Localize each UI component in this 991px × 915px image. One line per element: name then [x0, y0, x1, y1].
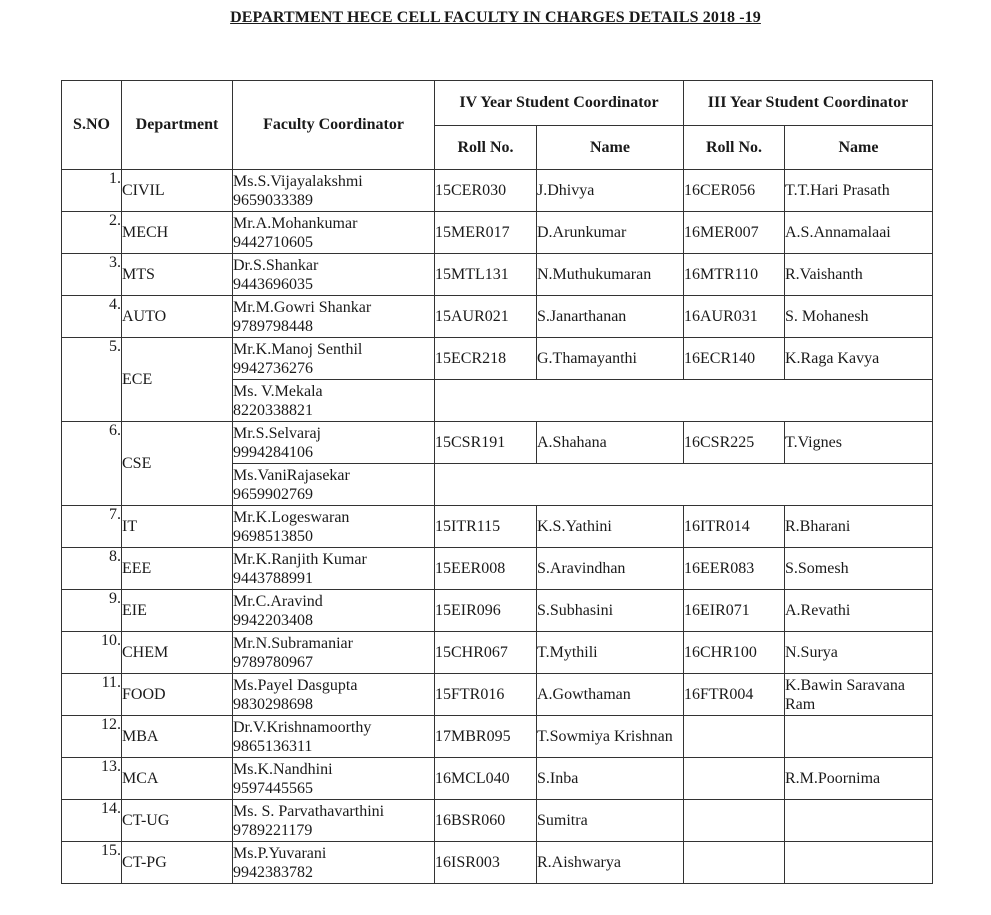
iv-year-name: T.Sowmiya Krishnan: [537, 716, 684, 758]
faculty-coordinator-cell: [233, 842, 435, 884]
faculty-phone: 9442710605: [233, 233, 313, 251]
table-row: [62, 674, 933, 716]
iv-year-name: R.Aishwarya: [537, 842, 684, 884]
faculty-name: Mr.K.Logeswaran: [233, 508, 350, 526]
department-cell: CT-UG: [122, 800, 233, 842]
department-cell: MECH: [122, 212, 233, 254]
table-row: [62, 716, 933, 758]
faculty-coordinator-cell: [233, 212, 435, 254]
iii-year-roll-no: 16FTR004: [684, 674, 785, 716]
table-row: [62, 800, 933, 842]
faculty-coordinator-cell: [233, 590, 435, 632]
faculty-phone: 9942203408: [233, 611, 313, 629]
faculty-coordinator-cell: [233, 506, 435, 548]
header-iv-name: Name: [537, 126, 684, 170]
faculty-coordinator-cell: [233, 800, 435, 842]
department-cell: MCA: [122, 758, 233, 800]
department-cell: CSE: [122, 422, 233, 506]
iv-year-name: S.Janarthanan: [537, 296, 684, 338]
iii-year-roll-no: 16MTR110: [684, 254, 785, 296]
iii-year-name: R.M.Poornima: [785, 758, 933, 800]
iv-year-roll-no: 16MCL040: [435, 758, 537, 800]
table-row: [62, 254, 933, 296]
iii-year-name: T.T.Hari Prasath: [785, 170, 933, 212]
sno-cell: 9.: [62, 590, 122, 632]
sno-cell: 8.: [62, 548, 122, 590]
iv-year-roll-no: 15EER008: [435, 548, 537, 590]
sno-cell: 2.: [62, 212, 122, 254]
iv-year-name: A.Gowthaman: [537, 674, 684, 716]
iv-year-name: T.Mythili: [537, 632, 684, 674]
faculty-coordinator-cell: [233, 464, 435, 506]
iv-year-name: S.Aravindhan: [537, 548, 684, 590]
iii-year-roll-no: 16MER007: [684, 212, 785, 254]
table-row: [62, 212, 933, 254]
department-cell: EIE: [122, 590, 233, 632]
iii-year-name: [785, 716, 933, 758]
table-row: [62, 422, 933, 464]
iii-year-roll-no: 16CHR100: [684, 632, 785, 674]
iv-year-name: K.S.Yathini: [537, 506, 684, 548]
faculty-name: Dr.S.Shankar: [233, 256, 319, 274]
faculty-name: Ms. V.Mekala: [233, 382, 323, 400]
iv-year-roll-no: 16BSR060: [435, 800, 537, 842]
iv-year-name: S.Subhasini: [537, 590, 684, 632]
department-cell: MBA: [122, 716, 233, 758]
faculty-coordinator-cell: [233, 674, 435, 716]
faculty-coordinator-cell: [233, 296, 435, 338]
table-row: [62, 296, 933, 338]
table-row: [62, 590, 933, 632]
iii-year-roll-no: 16ECR140: [684, 338, 785, 380]
faculty-coordinator-cell: [233, 716, 435, 758]
iv-year-roll-no: 15ITR115: [435, 506, 537, 548]
header-iv-roll-no: Roll No.: [435, 126, 537, 170]
iii-year-roll-no: [684, 800, 785, 842]
empty-student-cell: [435, 380, 933, 422]
sno-cell: 6.: [62, 422, 122, 506]
sno-cell: 11.: [62, 674, 122, 716]
iv-year-roll-no: 15MTL131: [435, 254, 537, 296]
iii-year-roll-no: 16EIR071: [684, 590, 785, 632]
document-title: DEPARTMENT HECE CELL FACULTY IN CHARGES DETAILS 2018 -19: [230, 9, 761, 26]
sno-cell: 14.: [62, 800, 122, 842]
iv-year-roll-no: 15EIR096: [435, 590, 537, 632]
iii-year-roll-no: 16AUR031: [684, 296, 785, 338]
iii-year-name: K.Raga Kavya: [785, 338, 933, 380]
faculty-phone: 9789780967: [233, 653, 313, 671]
faculty-phone: 9994284106: [233, 443, 313, 461]
iii-year-roll-no: [684, 716, 785, 758]
header-sno: S.NO: [62, 81, 122, 170]
faculty-coordinator-cell: [233, 422, 435, 464]
faculty-name: Mr.C.Aravind: [233, 592, 323, 610]
faculty-coordinator-cell: [233, 170, 435, 212]
department-cell: AUTO: [122, 296, 233, 338]
header-iii-year: III Year Student Coordinator: [684, 81, 933, 126]
faculty-name: Mr.K.Ranjith Kumar: [233, 550, 367, 568]
iii-year-name: [785, 842, 933, 884]
faculty-phone: 9659033389: [233, 191, 313, 209]
table-row: [62, 548, 933, 590]
faculty-coordinator-cell: [233, 380, 435, 422]
faculty-phone: 9942736276: [233, 359, 313, 377]
faculty-name: Mr.A.Mohankumar: [233, 214, 358, 232]
table-row: [62, 338, 933, 380]
iii-year-roll-no: 16EER083: [684, 548, 785, 590]
faculty-phone: 9443788991: [233, 569, 313, 587]
faculty-phone: 9830298698: [233, 695, 313, 713]
iii-year-name: A.Revathi: [785, 590, 933, 632]
sno-cell: 4.: [62, 296, 122, 338]
faculty-name: Ms.VaniRajasekar: [233, 466, 350, 484]
iv-year-name: A.Shahana: [537, 422, 684, 464]
faculty-coordinator-cell: [233, 758, 435, 800]
sno-cell: 7.: [62, 506, 122, 548]
faculty-phone: 8220338821: [233, 401, 313, 419]
department-cell: CIVIL: [122, 170, 233, 212]
header-iii-name: Name: [785, 126, 933, 170]
department-cell: CHEM: [122, 632, 233, 674]
iii-year-name: A.S.Annamalaai: [785, 212, 933, 254]
iii-year-name: S. Mohanesh: [785, 296, 933, 338]
iv-year-roll-no: 15MER017: [435, 212, 537, 254]
faculty-name: Ms.P.Yuvarani: [233, 844, 327, 862]
iii-year-name: S.Somesh: [785, 548, 933, 590]
sno-cell: 10.: [62, 632, 122, 674]
iv-year-name: J.Dhivya: [537, 170, 684, 212]
iii-year-roll-no: 16CER056: [684, 170, 785, 212]
faculty-phone: 9659902769: [233, 485, 313, 503]
department-cell: IT: [122, 506, 233, 548]
iii-year-roll-no: 16CSR225: [684, 422, 785, 464]
empty-student-cell: [435, 464, 933, 506]
department-cell: FOOD: [122, 674, 233, 716]
faculty-incharge-table: [61, 80, 933, 884]
iii-year-name: T.Vignes: [785, 422, 933, 464]
iv-year-roll-no: 15CSR191: [435, 422, 537, 464]
sno-cell: 5.: [62, 338, 122, 422]
header-iii-roll-no: Roll No.: [684, 126, 785, 170]
header-iv-year: IV Year Student Coordinator: [435, 81, 684, 126]
faculty-phone: 9698513850: [233, 527, 313, 545]
iv-year-name: Sumitra: [537, 800, 684, 842]
faculty-phone: 9789221179: [233, 821, 313, 839]
iii-year-name: R.Vaishanth: [785, 254, 933, 296]
sno-cell: 13.: [62, 758, 122, 800]
iv-year-roll-no: 17MBR095: [435, 716, 537, 758]
faculty-coordinator-cell: [233, 632, 435, 674]
table-body: [62, 170, 933, 884]
department-cell: EEE: [122, 548, 233, 590]
iv-year-name: D.Arunkumar: [537, 212, 684, 254]
faculty-name: Ms.K.Nandhini: [233, 760, 333, 778]
faculty-name: Mr.N.Subramaniar: [233, 634, 353, 652]
iv-year-roll-no: 15CER030: [435, 170, 537, 212]
iii-year-name: K.Bawin Saravana Ram: [785, 674, 933, 716]
table-row: [62, 170, 933, 212]
faculty-phone: 9942383782: [233, 863, 313, 881]
sno-cell: 1.: [62, 170, 122, 212]
faculty-name: Ms.Payel Dasgupta: [233, 676, 358, 694]
faculty-coordinator-cell: [233, 338, 435, 380]
faculty-coordinator-cell: [233, 254, 435, 296]
table-row: [62, 506, 933, 548]
header-department: Department: [122, 81, 233, 170]
table-header: [62, 81, 933, 170]
iii-year-name: N.Surya: [785, 632, 933, 674]
iv-year-roll-no: 16ISR003: [435, 842, 537, 884]
iv-year-name: N.Muthukumaran: [537, 254, 684, 296]
faculty-name: Dr.V.Krishnamoorthy: [233, 718, 372, 736]
iii-year-name: R.Bharani: [785, 506, 933, 548]
faculty-name: Ms.S.Vijayalakshmi: [233, 172, 363, 190]
table-row: [62, 842, 933, 884]
faculty-phone: 9443696035: [233, 275, 313, 293]
department-cell: CT-PG: [122, 842, 233, 884]
department-cell: ECE: [122, 338, 233, 422]
sno-cell: 3.: [62, 254, 122, 296]
iv-year-roll-no: 15ECR218: [435, 338, 537, 380]
iv-year-roll-no: 15CHR067: [435, 632, 537, 674]
header-faculty-coordinator: Faculty Coordinator: [233, 81, 435, 170]
sno-cell: 12.: [62, 716, 122, 758]
faculty-name: Mr.M.Gowri Shankar: [233, 298, 372, 316]
iii-year-roll-no: 16ITR014: [684, 506, 785, 548]
table-row: [62, 758, 933, 800]
faculty-phone: 9789798448: [233, 317, 313, 335]
faculty-phone: 9865136311: [233, 737, 313, 755]
iii-year-name: [785, 800, 933, 842]
iv-year-name: G.Thamayanthi: [537, 338, 684, 380]
department-cell: MTS: [122, 254, 233, 296]
iv-year-roll-no: 15AUR021: [435, 296, 537, 338]
faculty-name: Mr.K.Manoj Senthil: [233, 340, 363, 358]
iv-year-name: S.Inba: [537, 758, 684, 800]
sno-cell: 15.: [62, 842, 122, 884]
faculty-name: Mr.S.Selvaraj: [233, 424, 321, 442]
iv-year-roll-no: 15FTR016: [435, 674, 537, 716]
iii-year-roll-no: [684, 842, 785, 884]
table-row: [62, 632, 933, 674]
faculty-phone: 9597445565: [233, 779, 313, 797]
iii-year-roll-no: [684, 758, 785, 800]
faculty-name: Ms. S. Parvathavarthini: [233, 802, 385, 820]
faculty-coordinator-cell: [233, 548, 435, 590]
